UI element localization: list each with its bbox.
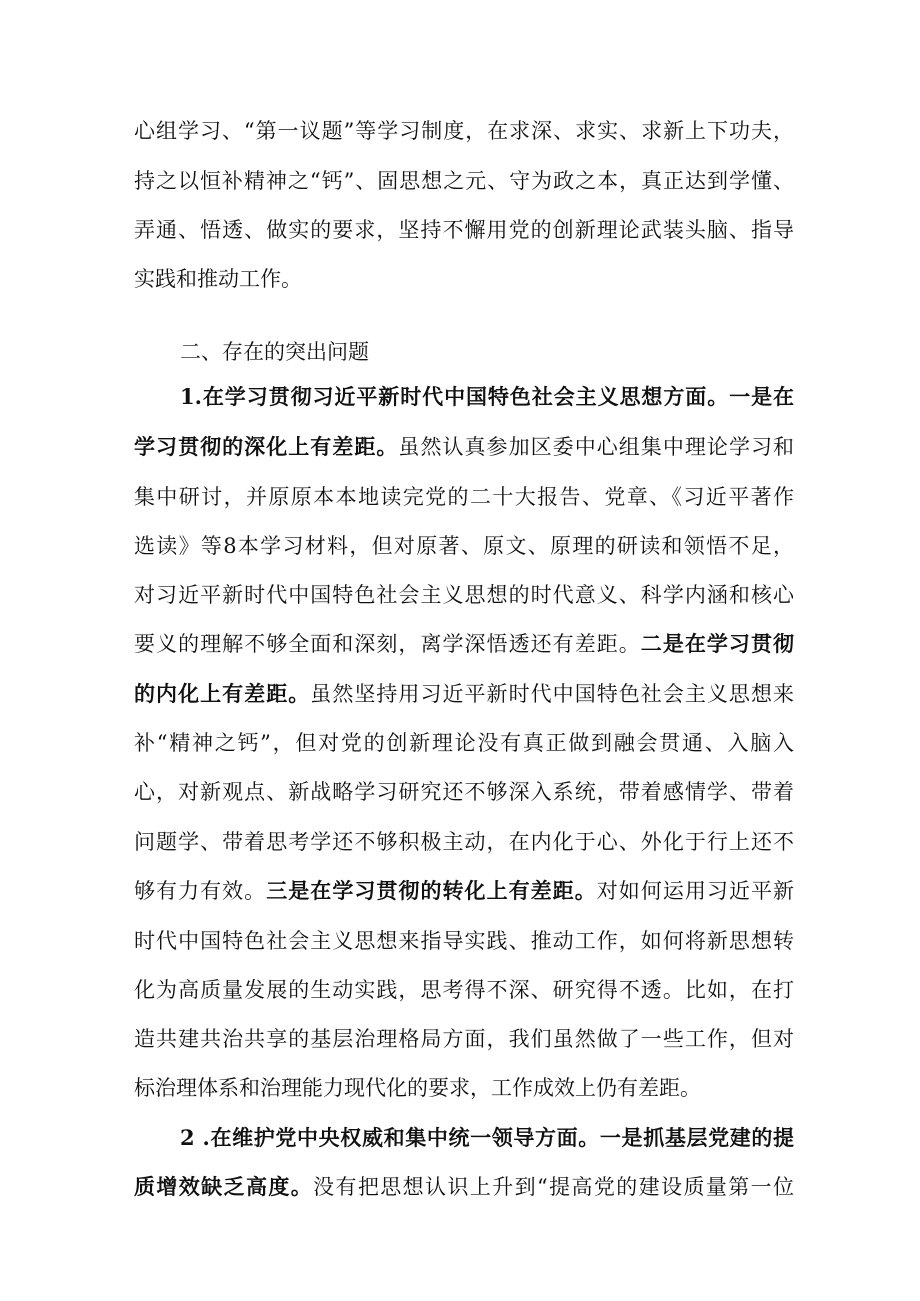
paragraph-line: 集中研讨，并原原本本地读完党的二十大报告、党章、《习近平著作 <box>134 485 794 509</box>
paragraph-line: 对习近平新时代中国特色社会主义思想的时代意义、科学内涵和核心 <box>134 583 794 607</box>
paragraph-line: 够有力有效。三是在学习贯彻的转化上有差距。对如何运用习近平新 <box>134 878 794 903</box>
paragraph-line: 标治理体系和治理能力现代化的要求，工作成效上仍有差距。 <box>134 1076 701 1100</box>
paragraph-line: 补“精神之钙”，但对党的创新理论没有真正做到融会贯通、入脑入 <box>134 731 794 755</box>
paragraph-line: 质增效缺乏高度。没有把思想认识上升到“提高党的建设质量第一位 <box>134 1174 794 1199</box>
paragraph-line: 的内化上有差距。虽然坚持用习近平新时代中国特色社会主义思想来 <box>134 681 794 706</box>
paragraph-line: 学习贯彻的深化上有差距。虽然认真参加区委中心组集中理论学习和 <box>134 434 794 459</box>
paragraph-line: 持之以恒补精神之“钙”、固思想之元、守为政之本，真正达到学懂、 <box>134 169 794 193</box>
paragraph-line: 时代中国特色社会主义思想来指导实践、推动工作，如何将新思想转 <box>134 929 794 953</box>
paragraph-line: 心，对新观点、新战略学习研究还不够深入系统，带着感情学、带着 <box>134 780 794 804</box>
paragraph-line: 造共建共治共享的基层治理格局方面，我们虽然做了一些工作，但对 <box>134 1027 794 1051</box>
paragraph-line: 选读》等8本学习材料，但对原著、原文、原理的研读和领悟不足， <box>134 534 794 558</box>
paragraph-line: 心组学习、“第一议题”等学习制度，在求深、求实、求新上下功夫， <box>134 119 794 143</box>
paragraph-line: 问题学、带着思考学还不够积极主动，在内化于心、外化于行上还不 <box>134 830 794 854</box>
paragraph-line: 弄通、悟透、做实的要求，坚持不懈用党的创新理论武装头脑、指导 <box>134 218 794 242</box>
paragraph-line: 实践和推动工作。 <box>134 267 302 291</box>
paragraph-line: 2 .在维护党中央权威和集中统一领导方面。一是抓基层党建的提 <box>180 1125 794 1150</box>
paragraph-line: 1.在学习贯彻习近平新时代中国特色社会主义思想方面。一是在 <box>180 384 794 409</box>
section-heading: 二、存在的突出问题 <box>180 340 369 364</box>
paragraph-line: 化为高质量发展的生动实践，思考得不深、研究得不透。比如，在打 <box>134 978 794 1002</box>
paragraph-line: 要义的理解不够全面和深刻，离学深悟透还有差距。二是在学习贯彻 <box>134 631 794 656</box>
